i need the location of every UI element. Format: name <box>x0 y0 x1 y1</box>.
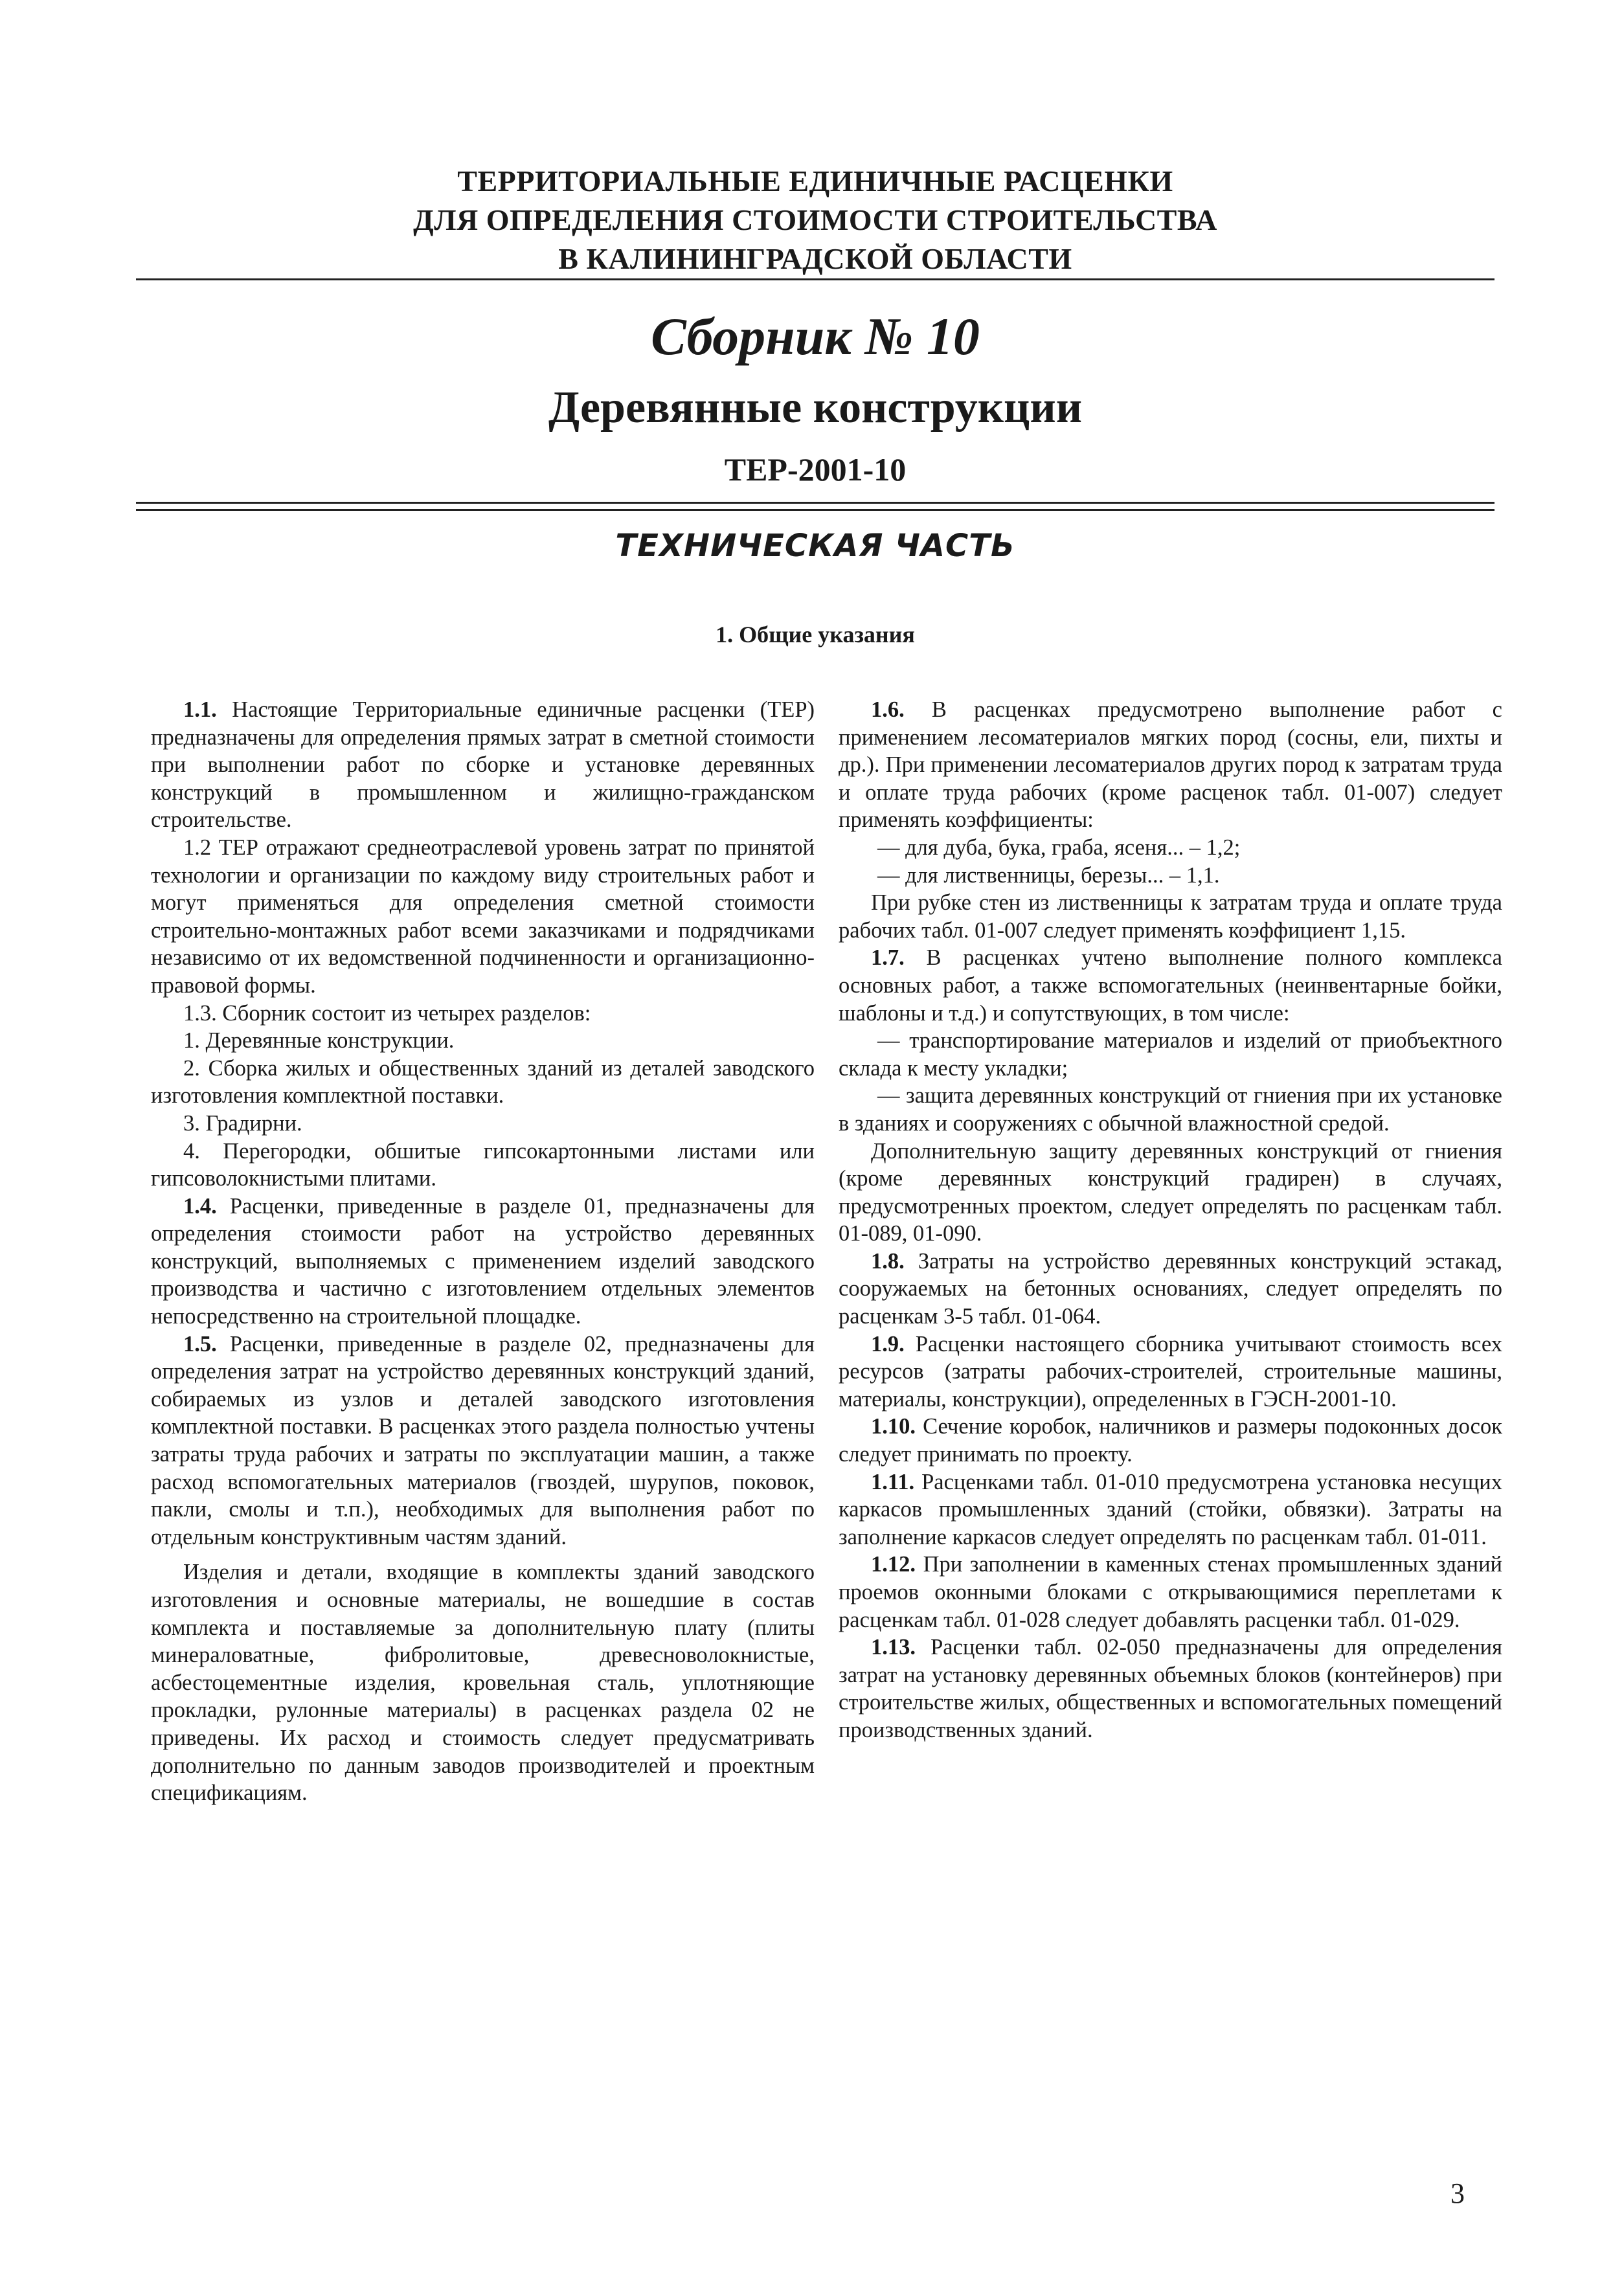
list-item-1: 1. Деревянные конструкции. <box>183 1028 455 1053</box>
paragraph-number: 1.7. <box>871 945 905 971</box>
section-title: 1. Общие указания <box>716 622 915 647</box>
paragraph-1-9 <box>839 1331 1502 1413</box>
paragraph-1-2: 1.2 ТЕР отражают среднеотраслевой уровень затрат по принятой технологии и организации по каждому виду строительных работ и могут применяться для определения сметной стоимости строительно-монтажных работ всеми заказчиками и подрядчиками независимо от их ведомственной подчиненности и организационно-правовой формы. <box>151 835 815 998</box>
paragraph-1-3: 1.3. Сборник состоит из четырех разделов: <box>183 1000 591 1026</box>
paragraph-1-13 <box>839 1634 1502 1744</box>
paragraph-1-8 <box>839 1248 1502 1331</box>
included-item-2: — защита деревянных конструкций от гниения при их установке в зданиях и сооружениях с обычной влажностной средой. <box>839 1083 1502 1136</box>
paragraph-1-10 <box>839 1413 1502 1468</box>
paragraph-number: 1.8. <box>871 1248 905 1274</box>
paragraph-number: 1.12. <box>871 1552 916 1577</box>
paragraph-1-7 <box>839 944 1502 1027</box>
paragraph-text: Сечение коробок, наличников и размеры подоконных досок следует принимать по проекту. <box>839 1414 1502 1467</box>
right-column <box>839 696 1502 1744</box>
paragraph-text: В расценках предусмотрено выполнение работ с применением лесоматериалов мягких пород (сосны, ели, пихты и др.). При применении лесоматериалов других пород к затратам труда и оплате труда рабочих (кроме расценок табл. 01-007) следует применять коэффициенты: <box>839 697 1502 833</box>
paragraph-text: Расценки настоящего сборника учитывают стоимость всех ресурсов (затраты рабочих-строителей, строительные машины, материалы, конструкции), определенных в ГЭСН-2001-10. <box>839 1331 1502 1411</box>
paragraph-1-12 <box>839 1551 1502 1634</box>
paragraph-number: 1.11. <box>871 1469 915 1494</box>
header-line-2: ДЛЯ ОПРЕДЕЛЕНИЯ СТОИМОСТИ СТРОИТЕЛЬСТВА <box>413 203 1217 236</box>
paragraph-1-1 <box>151 696 815 834</box>
paragraph-components: Изделия и детали, входящие в комплекты зданий заводского изготовления и основные материалы, не вошедшие в состав комплекта и поставляемые за дополнительную плату (плиты минераловатные, фибролитовые, древесноволокнистые, асбестоцементные изделия, кровельная сталь, уплотняющие прокладки, рулонные материалы) в расценках раздела 02 не приведены. Их расход и стоимость следует предусматривать дополнительно по данным заводов производителей и проектным спецификациям. <box>151 1560 815 1806</box>
left-column <box>151 696 815 1807</box>
paragraph-number: 1.6. <box>871 697 905 722</box>
paragraph-text: Расценки табл. 02-050 предназначены для определения затрат на установку деревянных объемных блоков (контейнеров) при строительстве жилых, общественных и вспомогательных помещений производственных зданий. <box>839 1635 1502 1742</box>
paragraph-text: При заполнении в каменных стенах промышленных зданий проемов оконными блоками с открывающимися переплетами к расценкам табл. 01-028 следует добавлять расценки табл. 01-029. <box>839 1552 1502 1632</box>
paragraph-text: Настоящие Территориальные единичные расценки (ТЕР) предназначены для определения прямых затрат в сметной стоимости при выполнении работ по сборке и установке деревянных конструкций в промышленном и жилищно-гражданском строительстве. <box>151 697 815 833</box>
paragraph-number: 1.4. <box>183 1193 217 1219</box>
paragraph-1-5 <box>151 1331 815 1551</box>
paragraph-text: В расценках учтено выполнение полного комплекса основных работ, а также вспомогательных (неинвентарные бойки, шаблоны и т.д.) и сопутствующих, в том числе: <box>839 945 1502 1026</box>
paragraph-text: Расценки, приведенные в разделе 01, предназначены для определения стоимости работ на устройство деревянных конструкций, выполняемых с применением изделий заводского производства и частично с изготовлением отдельных элементов непосредственно на строительной площадке. <box>151 1193 815 1329</box>
paragraph-text: Затраты на устройство деревянных конструкций эстакад, сооружаемых на бетонных основаниях, следует определять по расценкам 3-5 табл. 01-064. <box>839 1248 1502 1329</box>
paragraph-number: 1.1. <box>183 697 217 722</box>
list-item-4: 4. Перегородки, обшитые гипсокартонными листами или гипсоволокнистыми плитами. <box>151 1138 815 1191</box>
header-line-1: ТЕРРИТОРИАЛЬНЫЕ ЕДИНИЧНЫЕ РАСЦЕНКИ <box>457 164 1173 197</box>
paragraph-1-6 <box>839 696 1502 834</box>
paragraph-number: 1.9. <box>871 1331 905 1356</box>
collection-title: Сборник № 10 <box>651 307 980 366</box>
paragraph-number: 1.10. <box>871 1414 916 1439</box>
paragraph-1-4 <box>151 1193 815 1331</box>
paragraph-number: 1.5. <box>183 1331 217 1356</box>
included-item-1: — транспортирование материалов и изделий от приобъектного склада к месту укладки; <box>839 1028 1502 1081</box>
list-item-3: 3. Градирни. <box>183 1110 302 1136</box>
code-divider <box>136 502 1494 511</box>
coefficient-item-1: — для дуба, бука, граба, ясеня... – 1,2; <box>877 835 1241 860</box>
page-number: 3 <box>1450 2177 1465 2209</box>
list-item-2: 2. Сборка жилых и общественных зданий из деталей заводского изготовления комплектной поставки. <box>151 1055 815 1108</box>
header-divider <box>136 278 1494 280</box>
collection-code: ТЕР-2001-10 <box>724 451 907 488</box>
paragraph-1-11 <box>839 1468 1502 1551</box>
coefficient-item-2: — для лиственницы, березы... – 1,1. <box>877 862 1220 888</box>
paragraph-text: Расценки, приведенные в разделе 02, предназначены для определения затрат на устройство деревянных конструкций зданий, собираемых из узлов и деталей заводского изготовления комплектной поставки. В расценках этого раздела полностью учтены затраты труда рабочих и затраты по эксплуатации машин, а также расход вспомогательных материалов (гвоздей, шурупов, поковок, пакли, смолы и т.п.), необходимых для выполнения работ по отдельным конструктивным частям зданий. <box>151 1331 815 1549</box>
header-line-3: В КАЛИНИНГРАДСКОЙ ОБЛАСТИ <box>558 242 1072 275</box>
part-title: ТЕХНИЧЕСКАЯ ЧАСТЬ <box>615 528 1015 564</box>
paragraph-number: 1.13. <box>871 1635 916 1660</box>
document-header <box>136 162 1494 278</box>
paragraph-larch: При рубке стен из лиственницы к затратам труда и оплате труда рабочих табл. 01-007 следует применять коэффициент 1,15. <box>839 890 1502 943</box>
paragraph-extra-protection: Дополнительную защиту деревянных конструкций от гниения (кроме деревянных конструкций градирен) в случаях, предусмотренных проектом, следует определять по расценкам табл. 01-089, 01-090. <box>839 1138 1502 1246</box>
paragraph-text: Расценками табл. 01-010 предусмотрена установка несущих каркасов промышленных зданий (стойки, обвязки). Затраты на заполнение каркасов следует определять по расценкам табл. 01-011. <box>839 1469 1502 1549</box>
collection-subtitle: Деревянные конструкции <box>548 383 1083 433</box>
